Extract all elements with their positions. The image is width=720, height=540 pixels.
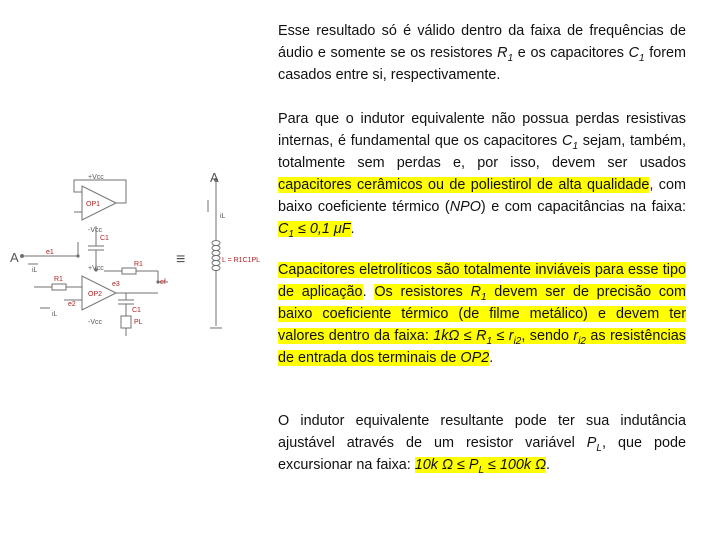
- r1-top-resistor: [122, 268, 136, 274]
- label-op2: OP2: [88, 291, 103, 298]
- label-vcc-neg-2: -Vcc: [88, 319, 102, 326]
- label-formula: L = R1C1PL: [222, 257, 261, 264]
- label-c1: C1: [100, 235, 109, 242]
- label-il-bottom: iL: [52, 311, 58, 318]
- label-vcc-pos-2: +Vcc: [88, 265, 104, 272]
- label-vcc-pos-1: +Vcc: [88, 174, 104, 181]
- paragraph-2: Para que o indutor equivalente não possua perdas resistivas internas, é fundamental que os capacitores $C_1$ sejam, também, totalmente sem perdas e, por isso, devem ser usados capacitores cerâmicos ou de poliestirol de alta qualidade, com baixo coeficiente térmico (NPO) e com capacitâncias na faixa: $C_1 \le 0,1$ μF.: [278, 111, 686, 240]
- equivalence-symbol: ≡: [176, 251, 186, 268]
- paragraph-4: O indutor equivalente resultante pode ter sua indutância ajustável através de um resistor variável $P_L$, que pode excursionar na faixa: 10k $\Omega \le P_L \le 100k$ Ω.: [278, 413, 686, 476]
- label-a-right: A: [210, 170, 219, 185]
- label-c1-bottom: C1: [132, 307, 141, 314]
- label-ef: ef: [160, 279, 166, 286]
- label-pl: PL: [134, 319, 143, 326]
- label-r1-left: R1: [54, 276, 63, 283]
- label-il-left: iL: [32, 267, 38, 274]
- highlight-pl-range: 10k $\Omega \le P_L \le 100k$ Ω: [414, 457, 547, 476]
- label-e2: e2: [68, 301, 76, 308]
- label-r1-top: R1: [134, 261, 143, 268]
- highlight-resistor-requirements: Os resistores $R_1$ devem ser de precisão com baixo coeficiente térmico (de filme metálico) e devem ter valores dentro da faixa: $1k\Omega \le R_1 \le r_{i2}$, sendo $r_{i2}$ as resistências de entrada dos terminais de OP2: [278, 284, 687, 366]
- circuit-diagram: [8, 160, 270, 340]
- label-op1: OP1: [86, 201, 101, 208]
- label-il-right: iL: [220, 213, 226, 220]
- pl-resistor: [121, 316, 131, 328]
- label-vcc-neg-1: -Vcc: [88, 227, 102, 234]
- paragraph-1: Esse resultado só é válido dentro da faixa de frequências de áudio e somente se os resistores $R_1$ e os capacitores $C_1$ forem casados entre si, respectivamente.: [278, 23, 686, 83]
- highlight-ceramic-capacitors: capacitores cerâmicos ou de poliestirol de alta qualidade: [278, 177, 650, 193]
- highlight-c1-range: $C_1 \le 0,1$ μF: [278, 221, 351, 240]
- label-a-left: A: [10, 250, 19, 265]
- label-e3: e3: [112, 281, 120, 288]
- label-e1: e1: [46, 249, 54, 256]
- highlight-electrolytic: Capacitores eletrolíticos são totalmente inviáveis para esse tipo de aplicação: [278, 262, 686, 300]
- inductor-coil-icon: [212, 241, 220, 271]
- r1-left-resistor: [52, 284, 66, 290]
- paragraph-3: Capacitores eletrolíticos são totalmente inviáveis para esse tipo de aplicação. Os resistores $R_1$ devem ser de precisão com baixo coeficiente térmico (de filme metálico) e devem ter valores dentro da faixa: $1k\Omega \le R_1 \le r_{i2}$, sendo $r_{i2}$ as resistências de entrada dos terminais de OP2.: [278, 262, 687, 366]
